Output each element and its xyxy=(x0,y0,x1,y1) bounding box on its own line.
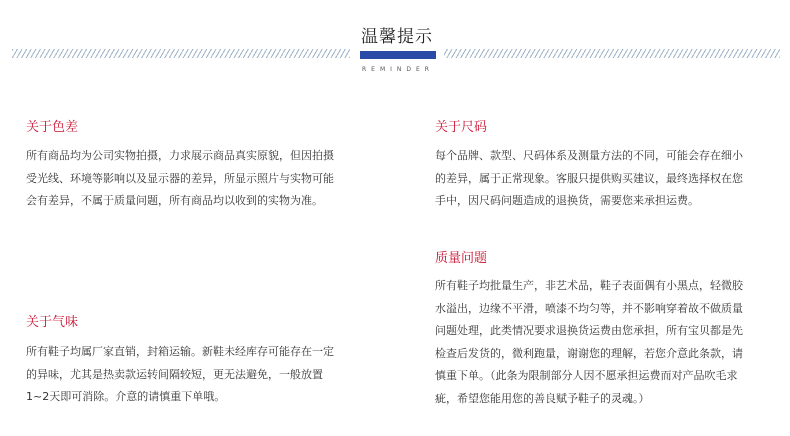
section-heading-smell: 关于气味 xyxy=(26,315,79,330)
section-heading-quality: 质量问题 xyxy=(435,251,488,266)
body-line: 会有差异，不属于质量问题，所有商品均以收到的实物为准。 xyxy=(26,194,323,207)
section-body-size xyxy=(435,145,743,213)
body-line: 水溢出，边缘不平滑，喷漆不均匀等，并不影响穿着故不做质量 xyxy=(435,301,743,315)
body-line: 所有鞋子均批量生产，非艺术品，鞋子表面偶有小黑点，轻微胶 xyxy=(435,279,743,292)
page-subtitle: REMINDER xyxy=(362,66,434,73)
body-line: 手中，因尺码问题造成的退换货，需要您来承担运费。 xyxy=(435,194,699,207)
header-hatch-right xyxy=(444,49,780,58)
header-hatch-left xyxy=(12,49,350,58)
section-body-smell xyxy=(26,341,334,409)
body-line: 所有商品均为公司实物拍摄，力求展示商品真实原貌，但因拍摄 xyxy=(26,149,334,162)
body-line: 检查后发货的，微利跑量，谢谢您的理解，若您介意此条款，请 xyxy=(435,346,743,360)
body-line: 的差异，属于正常现象。客服只提供购买建议，最终选择权在您 xyxy=(435,171,743,185)
title-accent-bar xyxy=(360,51,436,59)
section-heading-size: 关于尺码 xyxy=(435,120,488,135)
header-title-wrap xyxy=(357,26,437,48)
body-line: 的异味，尤其是热卖款运转间隔较短，更无法避免，一般放置 xyxy=(26,367,323,381)
body-line: 疵，希望您能用您的善良赋予鞋子的灵魂。） xyxy=(435,391,650,405)
body-line: 所有鞋子均属厂家直销，封箱运输。新鞋未经库存可能存在一定 xyxy=(26,345,334,358)
section-body-color-diff xyxy=(26,145,334,213)
page-title: 温馨提示 xyxy=(361,27,433,47)
body-line: 每个品牌、款型、尺码体系及测量方法的不同，可能会存在细小 xyxy=(435,149,743,162)
body-line: 受光线、环境等影响以及显示器的差异，所显示照片与实物可能 xyxy=(26,171,334,185)
body-line: 问题处理，此类情况要求退换货运费由您承担，所有宝贝都是先 xyxy=(435,324,743,337)
body-line: 1~2天即可消除。介意的请慎重下单哦。 xyxy=(26,390,226,403)
section-body-quality xyxy=(435,275,743,410)
section-heading-color-diff: 关于色差 xyxy=(26,120,79,135)
body-line: 慎重下单。（此条为限制部分人因不愿承担运费而对产品吹毛求 xyxy=(435,369,738,382)
